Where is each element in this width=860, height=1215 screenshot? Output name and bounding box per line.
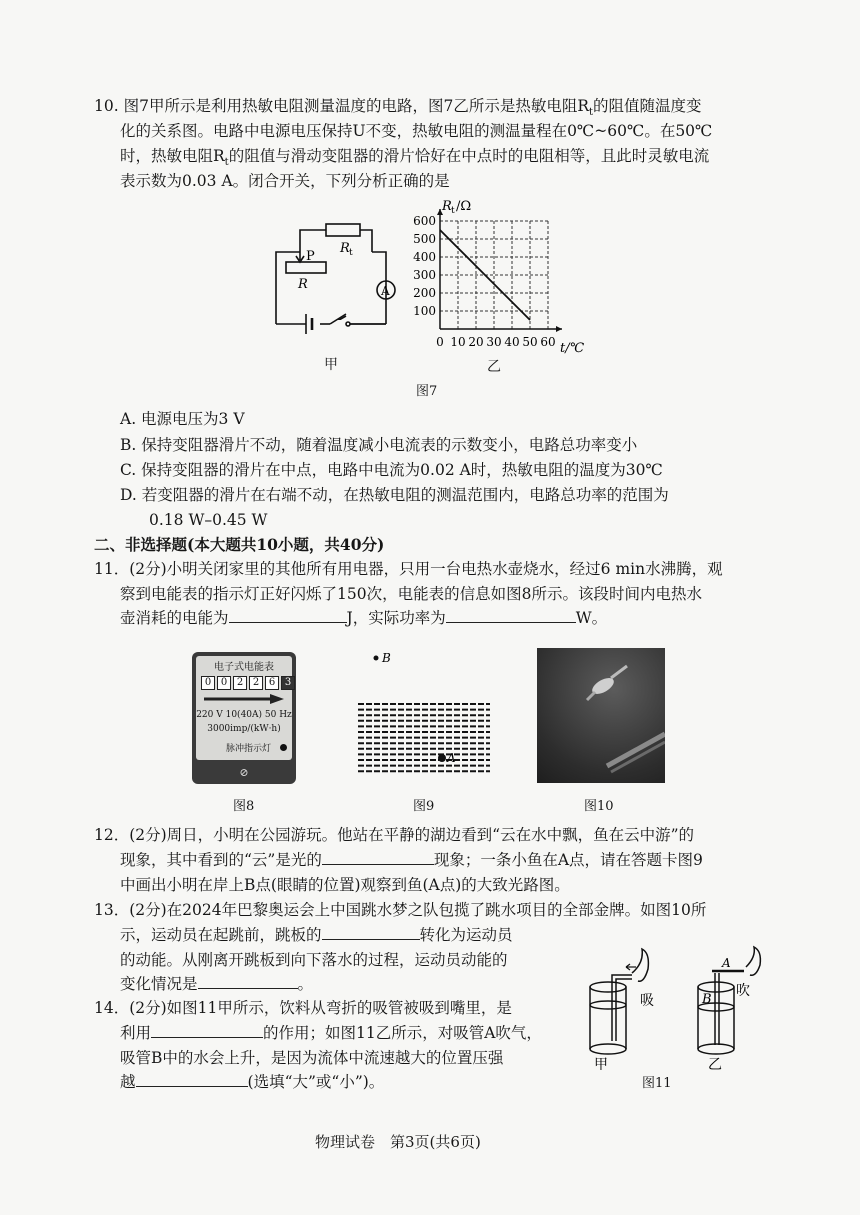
y-tick-label: 600 — [413, 214, 436, 228]
chart-axes — [437, 209, 562, 332]
fig7-sub-jia: 甲 — [324, 357, 338, 373]
fig9 — [354, 648, 494, 778]
fig11 — [578, 945, 778, 1070]
chart-ylabel-unit: /Ω — [456, 199, 472, 214]
fig7-circuit — [262, 212, 402, 372]
q10-option-a: A. 电源电压为3 V — [120, 410, 245, 428]
chart-xlabel: t/℃ — [560, 341, 585, 356]
meter-digit: 0 — [201, 676, 215, 690]
meter-digit: 0 — [217, 676, 231, 690]
meter-spec-imp: 3000imp/(kW·h) — [207, 724, 281, 734]
meter-pulse-label: 脉冲指示灯 — [226, 744, 272, 754]
x-tick-label: 50 — [522, 335, 538, 349]
x-tick-label: 40 — [504, 335, 520, 349]
meter-digit: 2 — [249, 676, 263, 690]
label-p: P — [306, 249, 315, 264]
fig8-caption: 图8 — [233, 799, 255, 814]
q12-line2: 现象，其中看到的“云”是光的 现象；一条小鱼在A点，请在答题卡图9 — [120, 848, 703, 872]
meter-spec-voltage: 220 V 10(40A) 50 Hz — [196, 710, 292, 720]
q13-line1: 13．(2分)在2024年巴黎奥运会上中国跳水梦之队包揽了跳水项目的全部金牌。如图10所 — [94, 901, 707, 919]
hand-yi — [746, 947, 760, 975]
q10-line4: 表示数为0.03 A。闭合开关，下列分析正确的是 — [120, 172, 450, 190]
ammeter-label: A — [381, 284, 390, 298]
y-tick-label: 300 — [413, 268, 436, 282]
y-tick-label: 500 — [413, 232, 436, 246]
fig10-diver-photo — [537, 648, 665, 783]
fig7-caption: 图7 — [416, 384, 438, 399]
meter-digits — [201, 676, 295, 690]
page-footer: 物理试卷 第3页(共6页) — [315, 1133, 481, 1151]
chart-grid — [440, 221, 548, 329]
pulse-light-icon — [280, 744, 287, 751]
q13-blank-energy[interactable] — [322, 923, 420, 940]
point-b-icon — [374, 656, 379, 661]
q11-line2: 察到电能表的指示灯正好闪烁了150次，电能表的信息如图8所示。该段时间内电热水 — [120, 585, 702, 603]
thermistor-rt — [326, 224, 360, 236]
fig11-caption: 图11 — [642, 1076, 672, 1091]
q11-line1: 11．(2分)小明关闭家里的其他所有用电器，只用一台电热水壶烧水，经过6 min水沸腾，观 — [94, 560, 723, 578]
q14-line3: 吸管B中的水会上升，是因为流体中流速越大的位置压强 — [120, 1049, 504, 1067]
fig10-caption: 图10 — [584, 799, 614, 814]
q10-line2: 化的关系图。电路中电源电压保持U不变，热敏电阻的测温量程在0℃~60℃。在50℃ — [120, 122, 713, 140]
y-tick-label: 200 — [413, 286, 436, 300]
label-b: B — [702, 992, 712, 1007]
x-axis-arrow — [556, 326, 562, 332]
q14-line4: 越 (选填“大”或“小”)。 — [120, 1070, 384, 1094]
fish-point-a-icon — [438, 754, 446, 762]
q14-blank-pressure[interactable] — [136, 1070, 248, 1087]
q13-blank-change[interactable] — [198, 972, 298, 989]
q13-line2: 示，运动员在起跳前，跳板的 转化为运动员 — [120, 923, 513, 947]
q14-line2: 利用 的作用；如图11乙所示，对吸管A吹气， — [120, 1021, 542, 1045]
fig7-chart — [402, 196, 602, 371]
x-tick-label: 0 — [436, 335, 444, 349]
y-tick-label: 100 — [413, 304, 436, 318]
fig9-caption: 图9 — [413, 799, 435, 814]
label-xi: 吸 — [640, 993, 654, 1009]
label-rt: R — [340, 241, 350, 256]
q10-line3: 时，热敏电阻$R_t$的阻值与滑动变阻器的滑片恰好在中点时的电阻相等，且此时灵敏电流 — [120, 147, 710, 169]
y-tick-label: 400 — [413, 250, 436, 264]
label-rt-sub: t — [349, 248, 353, 258]
q10-option-d-line2: 0.18 W–0.45 W — [149, 511, 268, 529]
q14-blank-principle[interactable] — [151, 1021, 263, 1038]
hand-jia — [632, 949, 648, 981]
meter-digit: 3 — [281, 676, 295, 690]
x-tick-label: 30 — [486, 335, 502, 349]
meter-digit: 2 — [233, 676, 247, 690]
q10-option-d-line1: D. 若变阻器的滑片在右端不动，在热敏电阻的测温范围内，电路总功率的范围为 — [120, 486, 669, 504]
meter-title: 电子式电能表 — [214, 662, 274, 673]
point-b-label: B — [382, 651, 391, 665]
x-tick-label: 20 — [468, 335, 484, 349]
fig8-meter — [192, 652, 296, 784]
point-a-label: A — [447, 751, 456, 765]
x-tick-label: 10 — [450, 335, 466, 349]
q13-line4: 变化情况是 。 — [120, 972, 313, 996]
label-jia: 甲 — [594, 1057, 608, 1070]
q10-option-c: C. 保持变阻器的滑片在中点，电路中电流为0.02 A时，热敏电阻的温度为30℃ — [120, 461, 663, 479]
q11-blank-energy[interactable] — [229, 606, 347, 623]
q12-line3: 中画出小明在岸上B点(眼睛的位置)观察到鱼(A点)的大致光路图。 — [120, 876, 570, 894]
q13-line3: 的动能。从刚离开跳板到向下落水的过程，运动员动能的 — [120, 951, 508, 969]
meter-knob-icon: ⊘ — [239, 766, 249, 779]
meter-digit: 6 — [265, 676, 279, 690]
chart-ylabel: R — [442, 199, 452, 214]
chart-ylabel-sub: t — [451, 206, 455, 216]
q14-line1: 14．(2分)如图11甲所示，饮料从弯折的吸管被吸到嘴里，是 — [94, 999, 512, 1017]
q12-blank[interactable] — [322, 848, 434, 865]
q11-blank-power[interactable] — [446, 606, 576, 623]
q10-line1: 10. 图7甲所示是利用热敏电阻测量温度的电路，图7乙所示是热敏电阻$R_t$的阻值随温度变 — [94, 97, 702, 119]
x-tick-label: 60 — [540, 335, 556, 349]
q10-option-b: B. 保持变阻器滑片不动，随着温度减小电流表的示数变小，电路总功率变小 — [120, 436, 638, 454]
fig7-sub-yi: 乙 — [487, 359, 501, 375]
meter-arrow-icon — [202, 693, 286, 705]
section-heading: 二、非选择题(本大题共10小题，共40分) — [94, 535, 385, 554]
q12-line1: 12．(2分)周日，小明在公园游玩。他站在平静的湖边看到“云在水中飘，鱼在云中游”的 — [94, 826, 695, 844]
label-r: R — [298, 277, 308, 292]
water-surface — [358, 704, 490, 771]
label-chui: 吹 — [736, 983, 750, 999]
label-yi: 乙 — [708, 1057, 722, 1070]
q11-line3: 壶消耗的电能为 J，实际功率为 W。 — [120, 606, 607, 630]
label-a: A — [722, 956, 731, 970]
